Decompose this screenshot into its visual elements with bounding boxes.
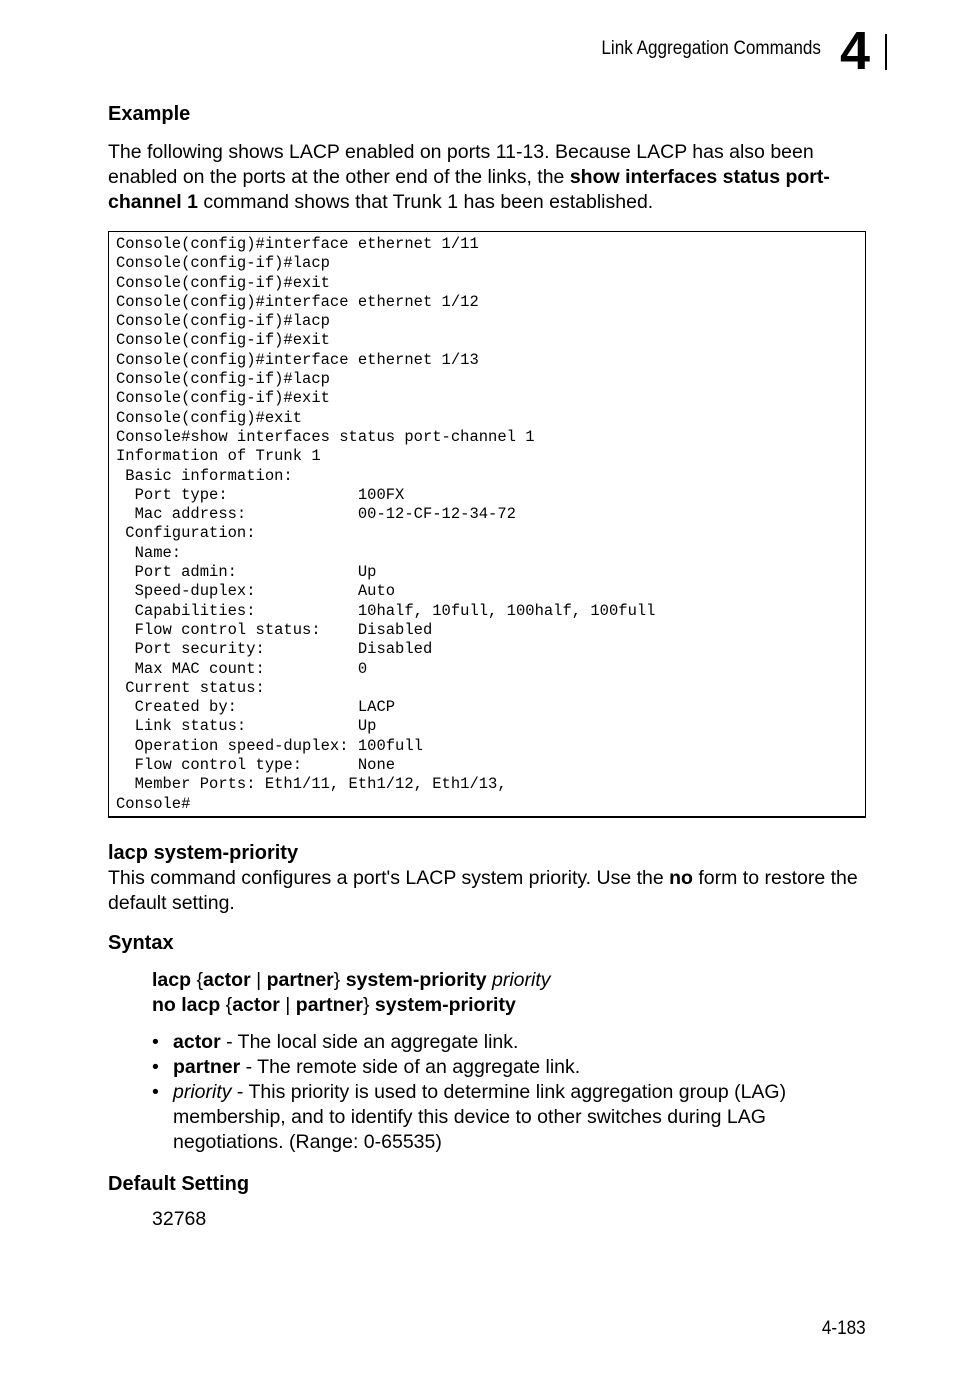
param-term: partner (173, 1056, 241, 1078)
code-line: Console(config-if)#exit (116, 273, 330, 292)
code-line: Capabilities: 10half, 10full, 100half, 100full (116, 601, 656, 620)
example-intro-text-1: The following shows LACP enabled on ports 11-13. Because LACP has also been enabled on the ports at the other end of the links, the (108, 141, 814, 188)
code-line: Operation speed-duplex: 100full (116, 736, 423, 755)
example-intro-command: show interfaces status port-channel 1 (108, 166, 830, 213)
code-line: Port type: 100FX (116, 485, 405, 504)
chapter-rule (885, 34, 887, 70)
code-line: Created by: LACP (116, 698, 396, 717)
syntax-keyword: system-priority (374, 994, 516, 1016)
code-example-box (108, 231, 866, 818)
code-line: Port admin: Up (116, 563, 377, 582)
chapter-number: 4 (840, 21, 871, 81)
bullet-icon: • (152, 1031, 159, 1053)
syntax-separator: | (279, 994, 296, 1016)
code-line: Console(config)#interface ethernet 1/12 (116, 292, 479, 311)
code-line: Flow control status: Disabled (116, 620, 433, 639)
code-line: Console(config-if)#lacp (116, 370, 330, 389)
syntax-separator: | (250, 969, 267, 991)
list-item (152, 1080, 852, 1155)
syntax-brace-open: { (220, 994, 233, 1016)
list-item (152, 1030, 852, 1055)
code-line: Max MAC count: 0 (116, 659, 368, 678)
parameter-list (152, 1030, 852, 1155)
code-line: Console# (116, 794, 191, 813)
default-setting-heading: Default Setting (108, 1173, 250, 1195)
syntax-brace-close: } (362, 994, 375, 1016)
code-line: Link status: Up (116, 717, 377, 736)
syntax-actor: actor (202, 969, 251, 991)
command-description (108, 866, 868, 916)
code-line: Member Ports: Eth1/11, Eth1/12, Eth1/13, (116, 775, 507, 794)
bullet-icon: • (152, 1081, 159, 1103)
param-term: actor (173, 1031, 221, 1053)
code-line: Mac address: 00-12-CF-12-34-72 (116, 505, 516, 524)
code-line: Console(config)#interface ethernet 1/13 (116, 350, 479, 369)
syntax-line-2 (152, 993, 516, 1018)
syntax-cmd: lacp (152, 969, 192, 991)
example-intro-text-2: command shows that Trunk 1 has been established. (197, 191, 654, 213)
code-line: Console(config)#exit (116, 408, 303, 427)
syntax-keyword: system-priority (345, 969, 487, 991)
example-heading: Example (108, 103, 191, 125)
code-line: Flow control type: None (116, 756, 396, 775)
code-line: Basic information: (116, 466, 293, 485)
code-line: Name: (116, 543, 182, 562)
code-line: Console(config-if)#lacp (116, 254, 330, 273)
example-intro (108, 140, 868, 215)
syntax-brace-open: { (191, 969, 203, 991)
code-line: Current status: (116, 678, 265, 697)
bullet-icon: • (152, 1056, 159, 1078)
param-term: priority (173, 1081, 232, 1103)
code-line: Console(config-if)#exit (116, 331, 330, 350)
code-line: Console(config-if)#exit (116, 389, 330, 408)
syntax-brace-close: } (333, 969, 346, 991)
code-line: Configuration: (116, 524, 256, 543)
command-desc-no: no (669, 867, 693, 889)
code-line: Console(config-if)#lacp (116, 312, 330, 331)
code-line: Console#show interfaces status port-channel 1 (116, 427, 535, 446)
param-desc: - The remote side of an aggregate link. (240, 1056, 581, 1078)
list-item (152, 1055, 852, 1080)
default-setting-value: 32768 (152, 1208, 207, 1230)
code-line: Speed-duplex: Auto (116, 582, 396, 601)
command-heading: lacp system-priority (108, 842, 299, 864)
running-header-title: Link Aggregation Commands (601, 38, 821, 59)
syntax-no-cmd: no lacp (152, 994, 221, 1016)
syntax-line-1 (152, 968, 551, 993)
code-line: Console(config)#interface ethernet 1/11 (116, 235, 479, 253)
command-desc-text-2: form to restore the default setting. (108, 867, 858, 914)
param-desc: - This priority is used to determine link aggregation group (LAG) membership, and to identify this device to other switches during LAG negotiations. (Range: 0-65535) (173, 1081, 787, 1153)
code-line: Information of Trunk 1 (116, 447, 321, 466)
syntax-param: priority (486, 969, 551, 991)
syntax-partner: partner (295, 994, 363, 1016)
command-desc-text-1: This command configures a port's LACP system priority. Use the (108, 867, 670, 889)
syntax-actor: actor (232, 994, 280, 1016)
page-number: 4-183 (822, 1318, 866, 1339)
syntax-partner: partner (266, 969, 334, 991)
code-example (116, 235, 656, 814)
code-line: Port security: Disabled (116, 640, 433, 659)
param-desc: - The local side an aggregate link. (220, 1031, 519, 1053)
syntax-heading: Syntax (108, 932, 174, 954)
